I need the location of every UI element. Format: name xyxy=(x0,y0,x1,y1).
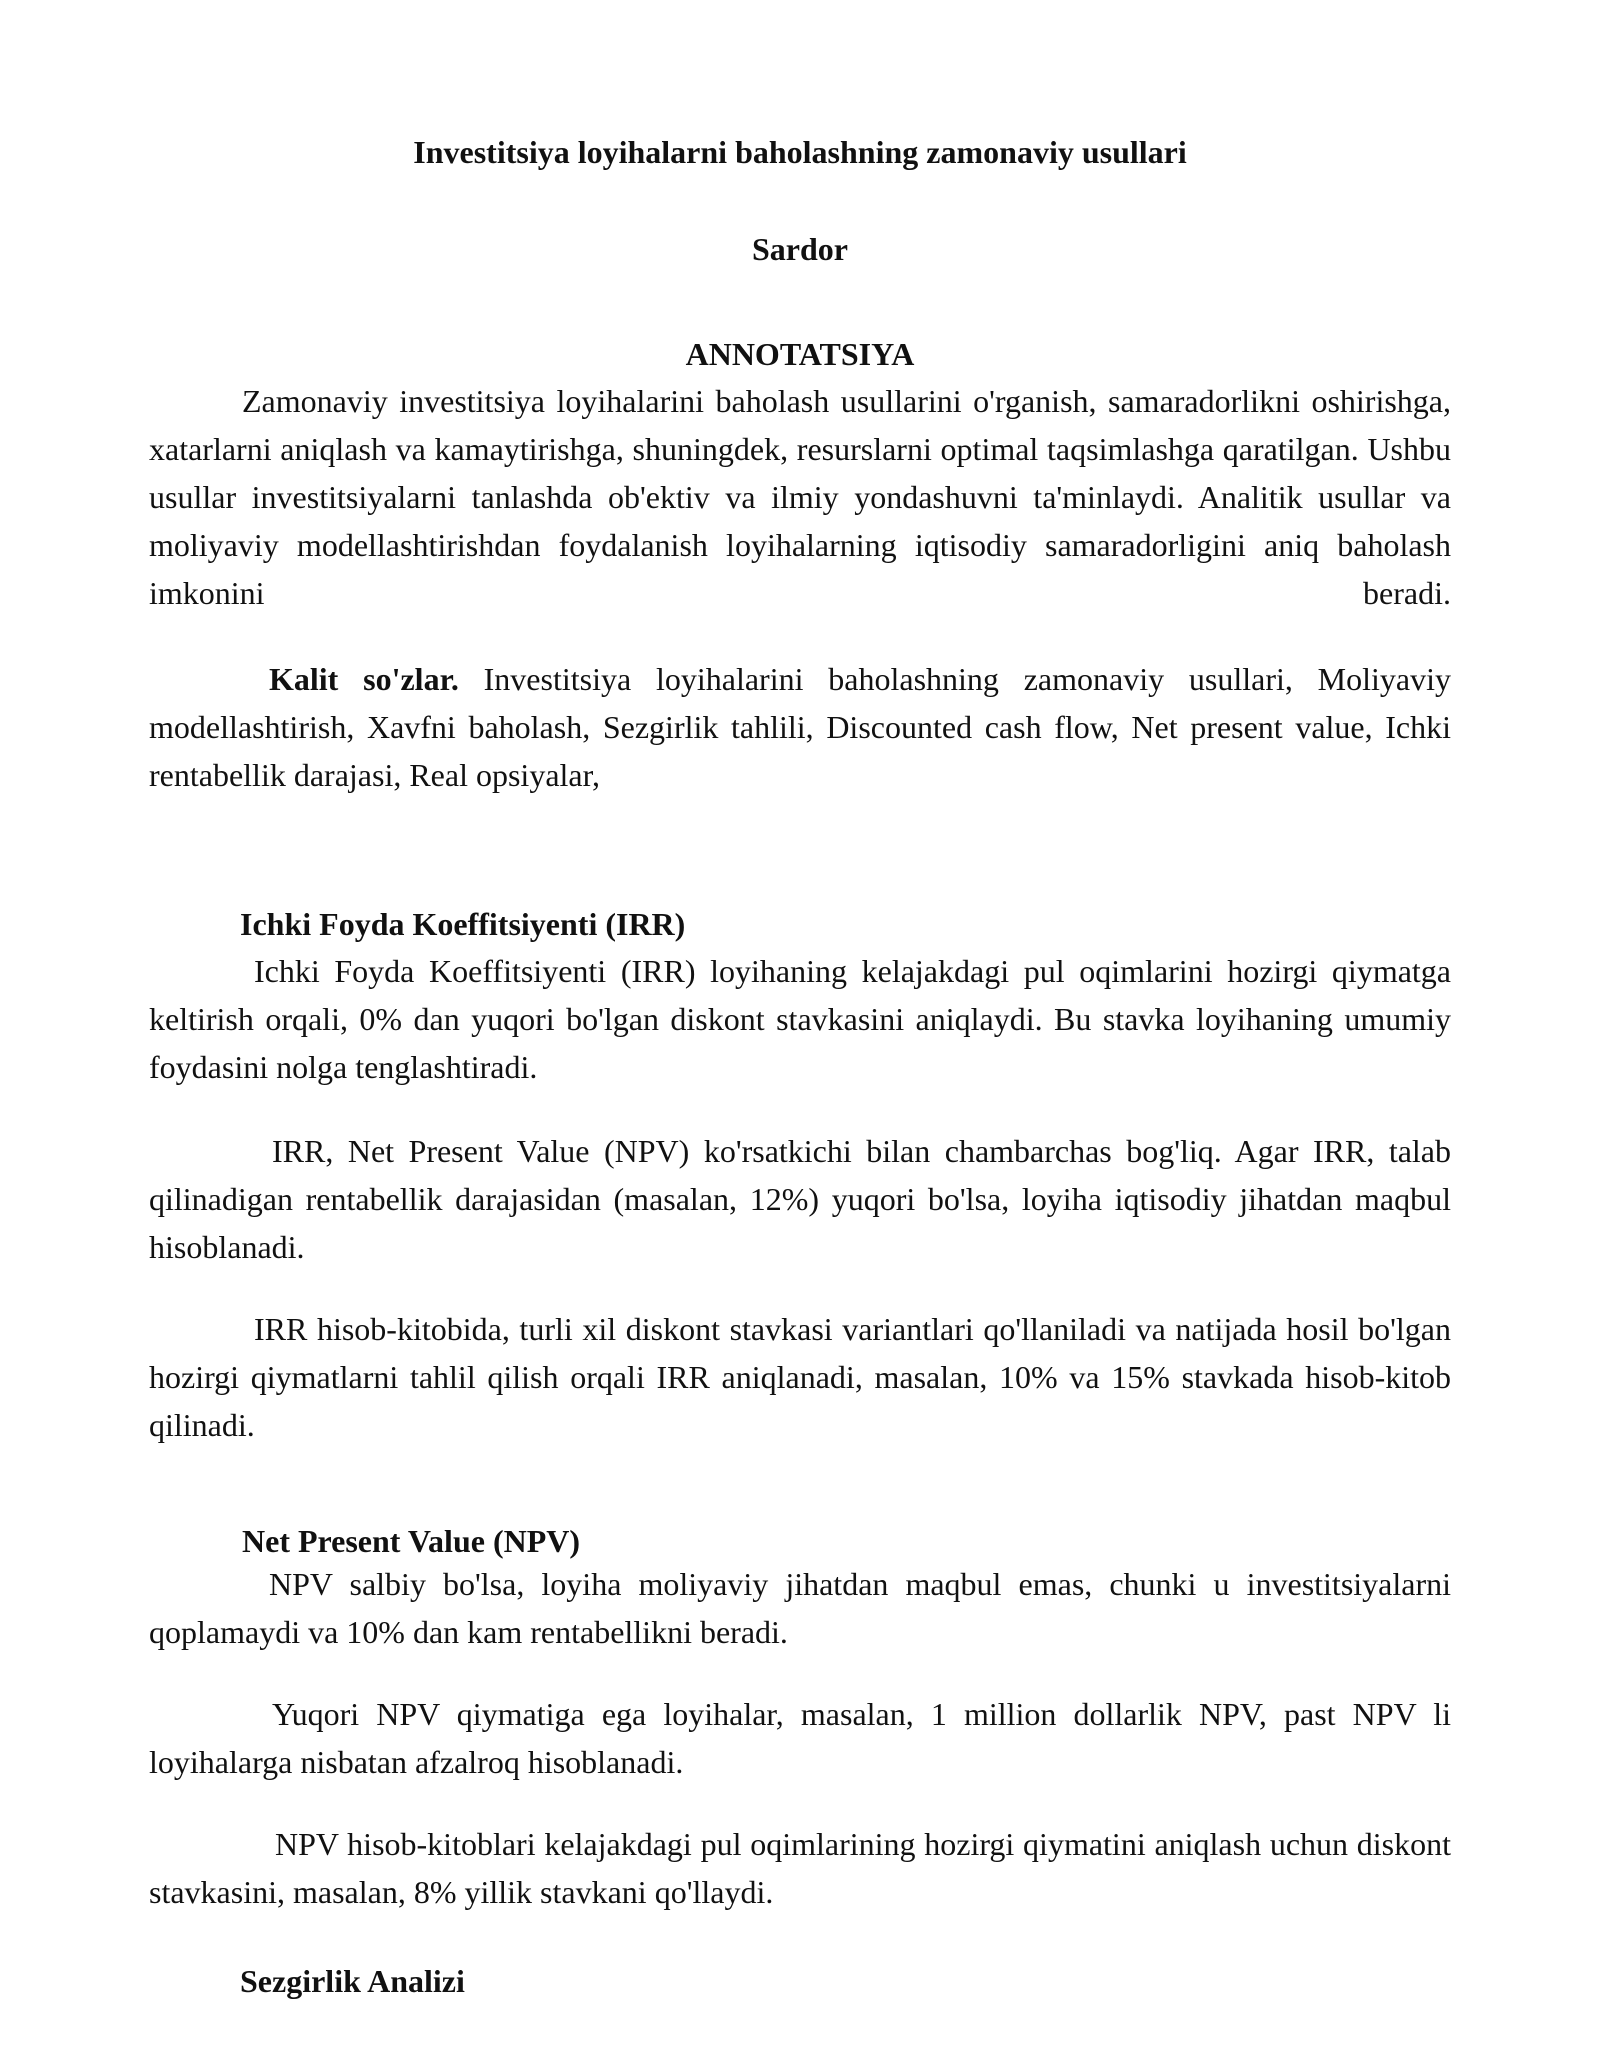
abstract-paragraph: Zamonaviy investitsiya loyihalarini baholash usullarini o'rganish, samaradorlikni oshirishga, xatarlarni aniqlash va kamaytirishga, shuningdek, resurslarni optimal taqsimlashga qaratilgan. Ushbu usullar investitsiyalarni tanlashda ob'ektiv va ilmiy yondashuvni ta'minlaydi. Analitik usullar va moliyaviy modellashtirishdan foydalanish loyihalarning iqtisodiy samaradorligini aniq baholash imkonini beradi. xyxy=(149,383,1451,611)
keywords-text: Investitsiya loyihalarini baholashning zamonaviy usullari, Moliyaviy modellashtirish, Xavfni baholash, Sezgirlik tahlili, Discounted cash flow, Net present value, Ichki rentabellik darajasi, Real opsiyalar, xyxy=(149,661,1451,793)
irr-paragraph-3: IRR hisob-kitobida, turli xil diskont stavkasi variantlari qo'llaniladi va natijada hosil bo'lgan hozirgi qiymatlarni tahlil qilish orqali IRR aniqlanadi, masalan, 10% va 15% stavkada hisob-kitob qilinadi. xyxy=(149,1311,1451,1443)
keywords-paragraph xyxy=(149,655,1451,799)
section-heading-irr: Ichki Foyda Koeffitsiyenti (IRR) xyxy=(240,906,686,942)
section-heading-sensitivity: Sezgirlik Analizi xyxy=(240,1963,465,1999)
section-heading-npv: Net Present Value (NPV) xyxy=(242,1523,581,1559)
abstract-heading: ANNOTATSIYA xyxy=(685,336,915,372)
keywords-label: Kalit so'zlar. xyxy=(269,661,459,697)
document-title: Investitsiya loyihalarni baholashning zamonaviy usullari xyxy=(413,134,1187,170)
irr-paragraph-1: Ichki Foyda Koeffitsiyenti (IRR) loyihaning kelajakdagi pul oqimlarini hozirgi qiymatga keltirish orqali, 0% dan yuqori bo'lgan diskont stavkasini aniqlaydi. Bu stavka loyihaning umumiy foydasini nolga tenglashtiradi. xyxy=(149,953,1451,1085)
irr-paragraph-2: IRR, Net Present Value (NPV) ko'rsatkichi bilan chambarchas bog'liq. Agar IRR, talab qilinadigan rentabellik darajasidan (masalan, 12%) yuqori bo'lsa, loyiha iqtisodiy jihatdan maqbul hisoblanadi. xyxy=(149,1133,1451,1265)
npv-paragraph-1: NPV salbiy bo'lsa, loyiha moliyaviy jihatdan maqbul emas, chunki u investitsiyalarni qoplamaydi va 10% dan kam rentabellikni beradi. xyxy=(149,1566,1451,1650)
npv-paragraph-3: NPV hisob-kitoblari kelajakdagi pul oqimlarining hozirgi qiymatini aniqlash uchun diskont stavkasini, masalan, 8% yillik stavkani qo'llaydi. xyxy=(149,1826,1451,1910)
npv-paragraph-2: Yuqori NPV qiymatiga ega loyihalar, masalan, 1 million dollarlik NPV, past NPV li loyihalarga nisbatan afzalroq hisoblanadi. xyxy=(149,1696,1451,1780)
document-author: Sardor xyxy=(752,231,848,267)
